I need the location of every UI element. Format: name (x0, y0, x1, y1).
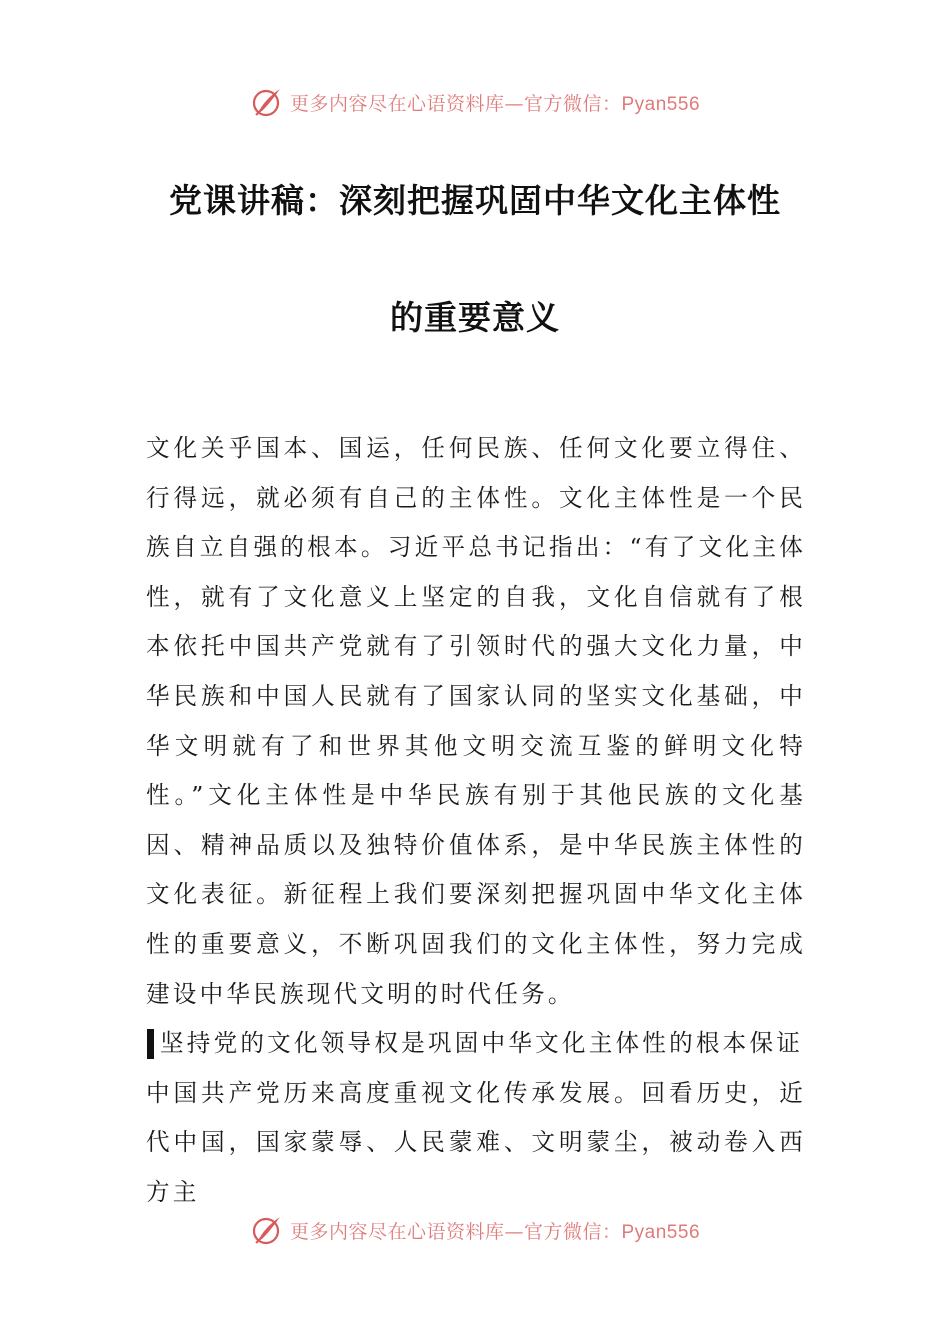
body-paragraph-1: 文化关乎国本、国运，任何民族、任何文化要立得住、行得远，就必须有自己的主体性。文化主体性是一个民族自立自强的根本。习近平总书记指出：“有了文化主体性，就有了文化意义上坚定的自我，文化自信就有了根本依托中国共产党就有了引领时代的强大文化力量，中华民族和中国人民就有了国家认同的坚实文化基础，中华文明就有了和世界其他文明交流互鉴的鲜明文化特性。”文化主体性是中华民族有别于其他民族的文化基因、精神品质以及独特价值体系，是中华民族主体性的文化表征。新征程上我们要深刻把握巩固中华文化主体性的重要意义，不断巩固我们的文化主体性，努力完成建设中华民族现代文明的时代任务。 (146, 434, 806, 1008)
document-body (146, 424, 806, 1218)
section-heading (146, 1019, 806, 1069)
quill-logo-icon (250, 1213, 284, 1247)
body-paragraph-2: 中国共产党历来高度重视文化传承发展。回看历史，近代中国，国家蒙辱、人民蒙难、文明蒙尘，被动卷入西方主 (146, 1078, 806, 1206)
heading-marker-bar (147, 1029, 154, 1059)
banner-text: 更多内容尽在心语资料库—官方微信：Pyan556 (289, 1220, 701, 1243)
header-watermark-banner (0, 82, 950, 122)
section-heading-text: 坚持党的文化领导权是巩固中华文化主体性的根本保证 (160, 1029, 804, 1058)
document-title-line-2: 的重要意义 (390, 298, 560, 337)
document-title-line-1: 党课讲稿：深刻把握巩固中华文化主体性 (169, 181, 781, 220)
footer-watermark-banner (0, 1210, 950, 1250)
wechat-id: Pyan556 (621, 1221, 701, 1243)
wechat-id: Pyan556 (621, 93, 701, 115)
banner-text: 更多内容尽在心语资料库—官方微信：Pyan556 (289, 92, 701, 115)
quill-logo-icon (250, 85, 284, 119)
